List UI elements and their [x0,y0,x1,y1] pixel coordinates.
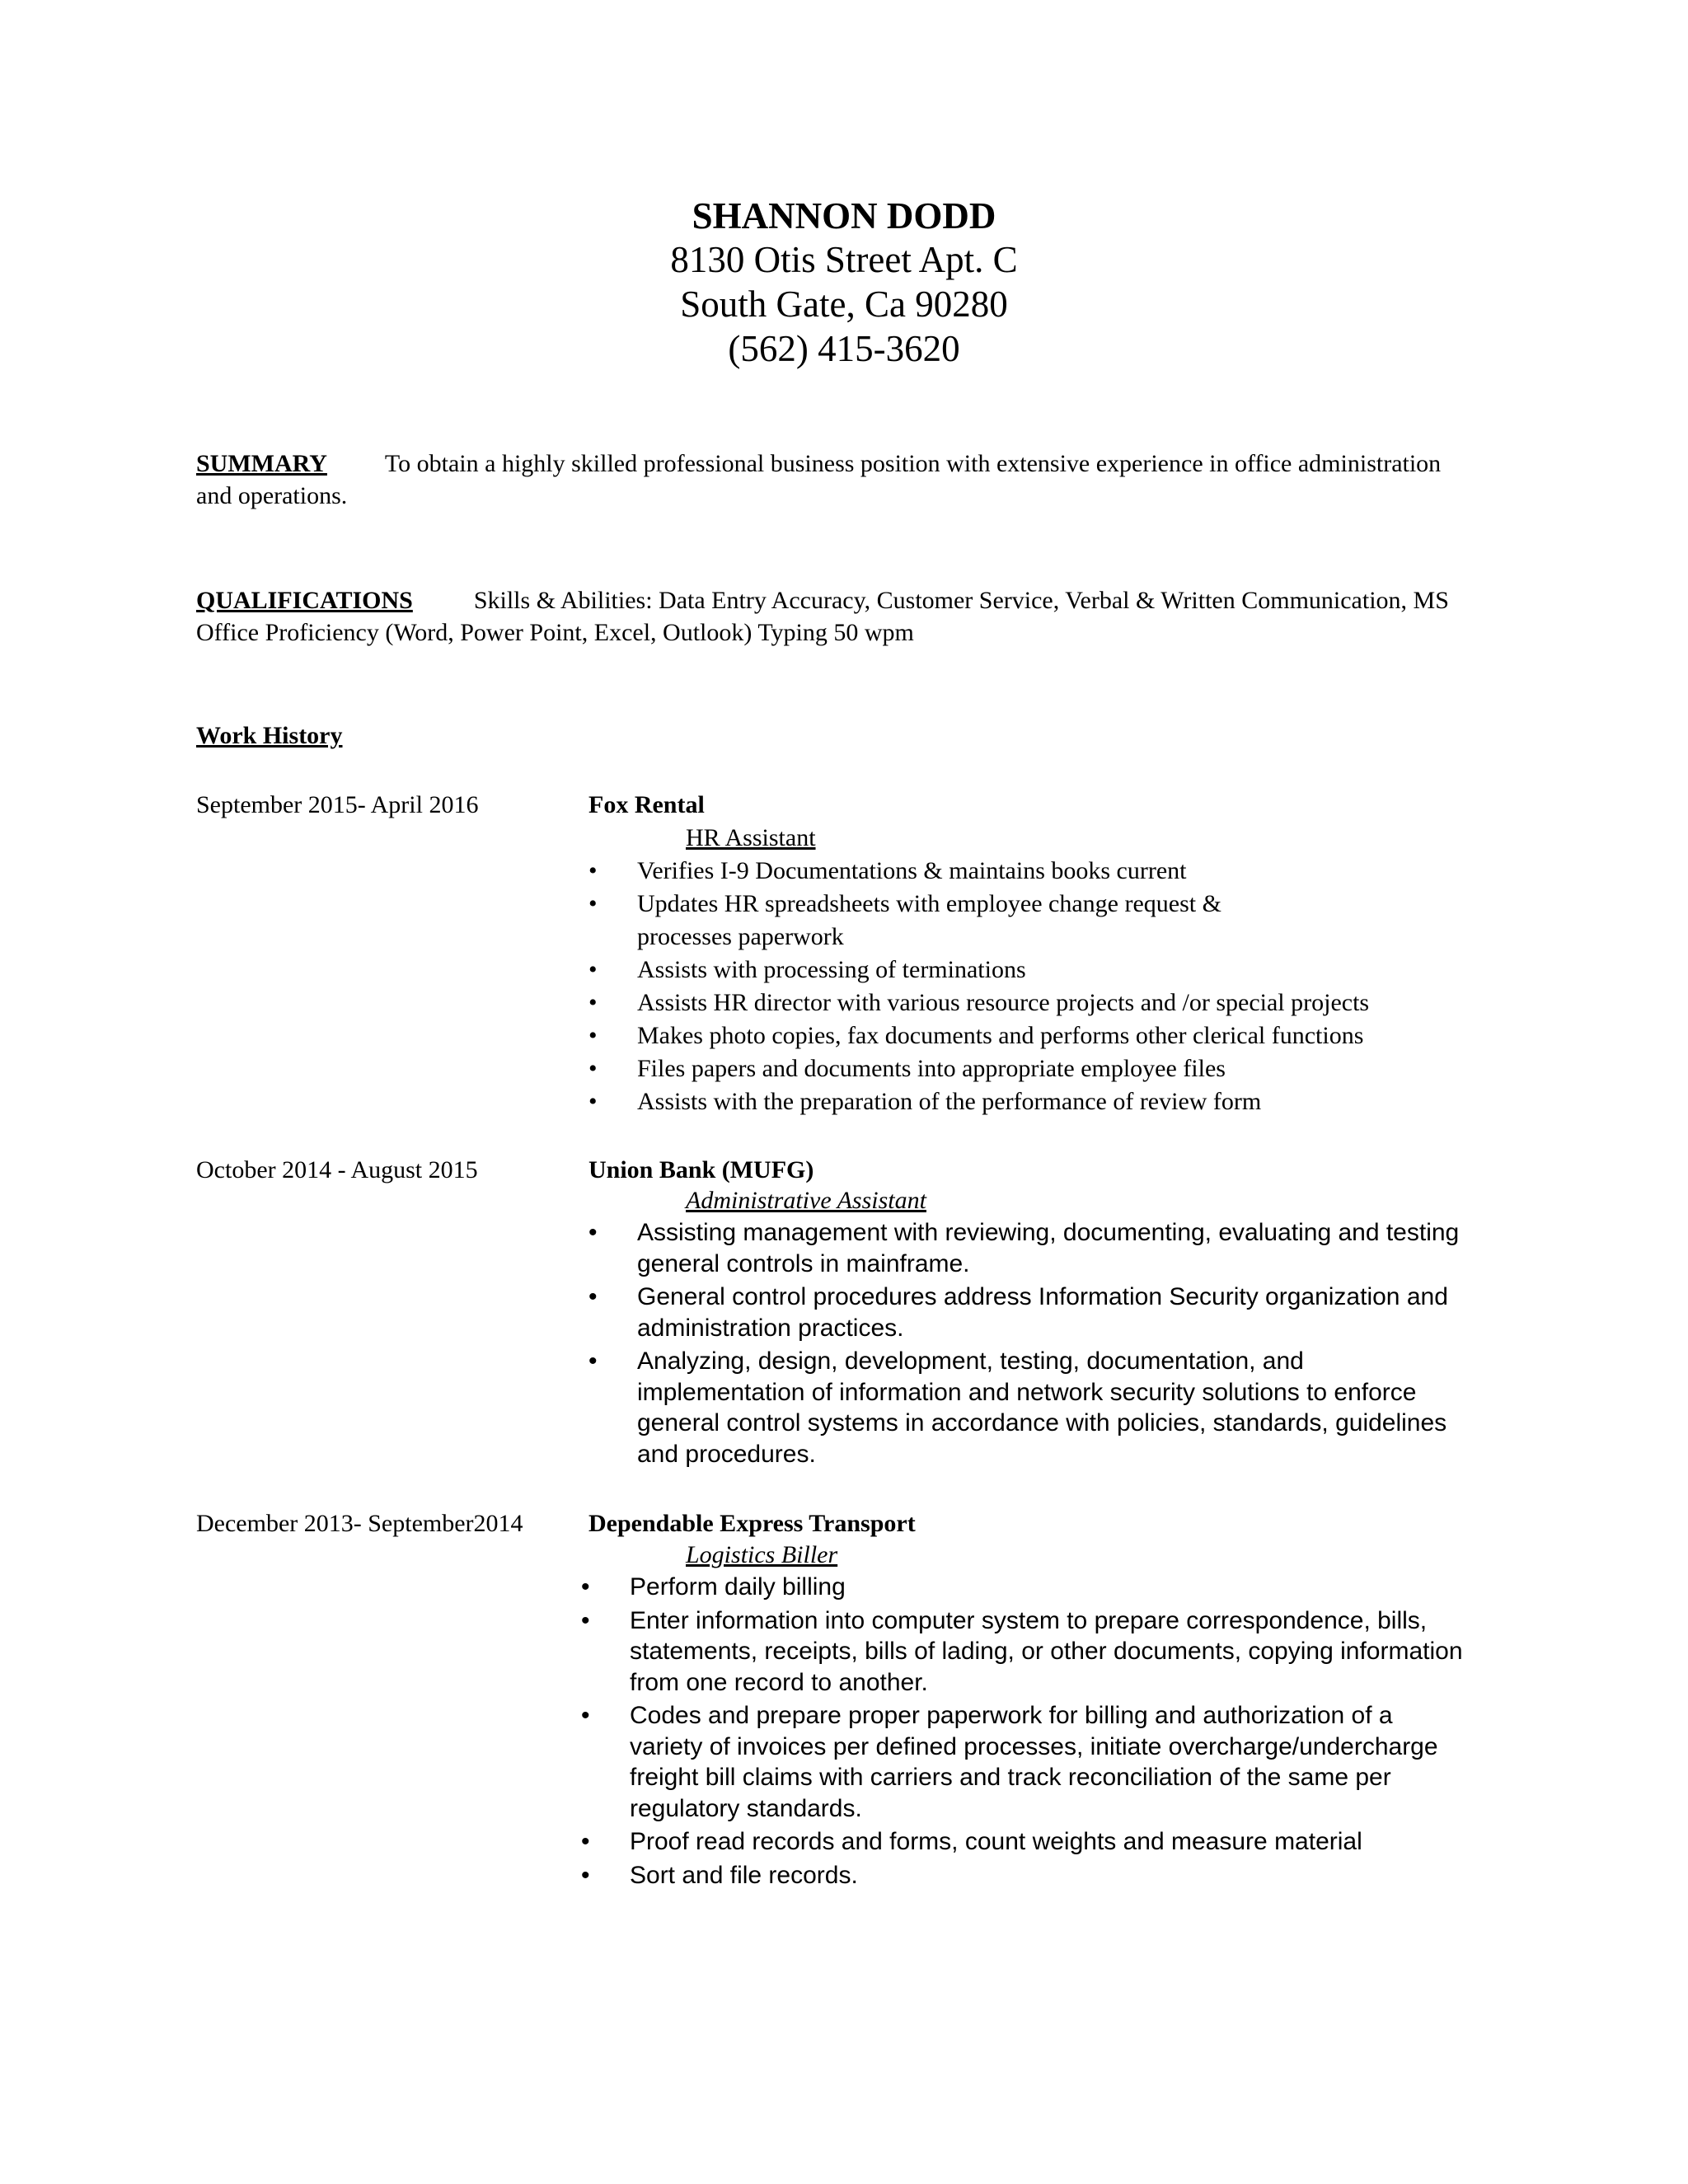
address-line-2: South Gate, Ca 90280 [680,284,1008,325]
duty-item: • Updates HR spreadsheets with employee change request & processes paperwork [588,888,1296,954]
applicant-name: SHANNON DODD [692,195,996,237]
qualifications-text: Skills & Abilities: Data Entry Accuracy, Customer Service, Verbal & Written Communication, MS Office Proficiency (Word, Power Point, Excel, Outlook) Typing 50 wpm [196,587,1449,646]
duty-item: • Analyzing, design, development, testing, documentation, and implementation of information and network security solutions to enforce general control systems in accordance with policies, standards, guidelines and procedures. [588,1346,1462,1469]
duty-item: • Assists with the preparation of the performance of review form [588,1085,1495,1118]
summary-section [196,448,1482,512]
duty-item: • Enter information into computer system to prepare correspondence, bills, statements, receipts, bills of lading, or other documents, copying information from one record to another. [581,1605,1471,1699]
summary-text: To obtain a highly skilled professional business position with extensive experience in office administration and operations. [196,450,1442,509]
address-line-1: 8130 Otis Street Apt. C [670,239,1018,280]
duty-item: • Assists with processing of terminations [588,954,1495,987]
duty-item: • Assists HR director with various resource projects and /or special projects [588,987,1495,1019]
job-title: HR Assistant [686,824,816,851]
duty-item: • General control procedures address Information Security organization and administration practices. [588,1282,1462,1343]
duty-item: • Files papers and documents into appropriate employee files [588,1052,1495,1085]
job-company: Union Bank (MUFG) [588,1156,814,1183]
phone-number: (562) 415-3620 [728,328,960,369]
job-duties-list [588,855,1495,1118]
qualifications-section [196,584,1482,649]
duty-item: • Verifies I-9 Documentations & maintains books current [588,855,1495,888]
job-dates: September 2015- April 2016 [196,791,479,818]
job-title: Logistics Biller [686,1541,838,1568]
duty-item: • Codes and prepare proper paperwork for billing and authorization of a variety of invoices per defined processes, initiate overcharge/undercharge freight bill claims with carriers and track reconciliation of the same per regulatory standards. [581,1700,1471,1824]
job-title: Administrative Assistant [686,1187,926,1214]
job-company: Dependable Express Transport [588,1510,916,1537]
work-history-heading: Work History [196,722,343,749]
job-company: Fox Rental [588,791,705,818]
job-duties-list [581,1572,1471,1893]
duty-item: • Perform daily billing [581,1572,1471,1603]
duty-item: • Sort and file records. [581,1860,1471,1891]
duty-item: • Makes photo copies, fax documents and performs other clerical functions [588,1019,1495,1052]
job-dates: October 2014 - August 2015 [196,1156,478,1183]
job-duties-list [588,1217,1462,1472]
qualifications-label: QUALIFICATIONS [196,587,413,614]
duty-item: • Assisting management with reviewing, documenting, evaluating and testing general controls in mainframe. [588,1217,1462,1279]
duty-item: • Proof read records and forms, count weights and measure material [581,1826,1471,1858]
job-dates: December 2013- September2014 [196,1510,523,1537]
summary-label: SUMMARY [196,450,327,477]
